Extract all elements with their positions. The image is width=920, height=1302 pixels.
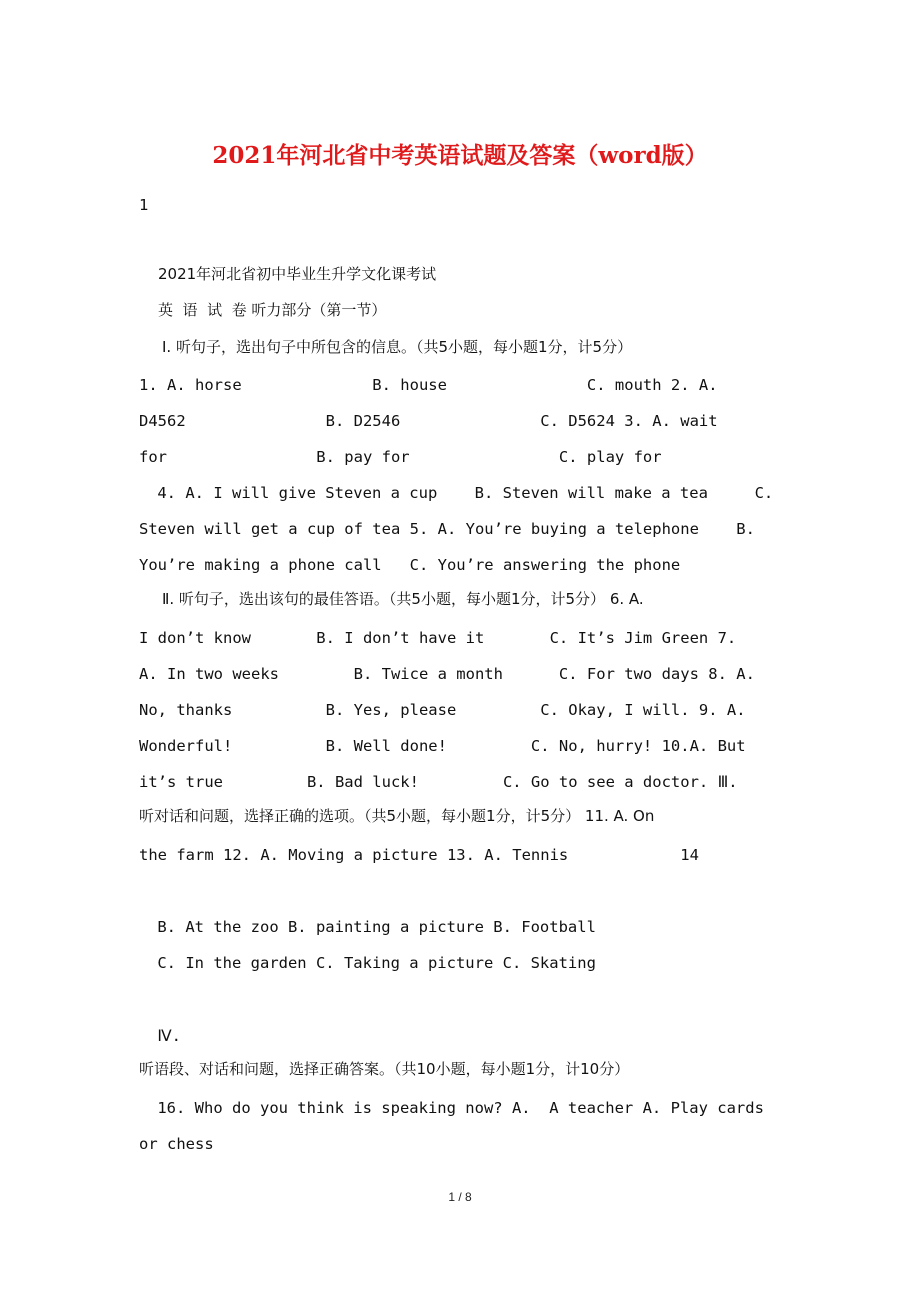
text-line: D4562 B. D2546 C. D5624 3. A. wait [139, 412, 718, 430]
page-label: 1 [139, 196, 149, 214]
section-4-marker: Ⅳ. [148, 1027, 181, 1045]
text-line: it’s true B. Bad luck! C. Go to see a doctor. Ⅲ. [139, 773, 738, 791]
text-line: C. In the garden C. Taking a picture C. Skating [148, 954, 596, 972]
text-line: for B. pay for C. play for [139, 448, 662, 466]
paper-label: 英 语 试 卷 听力部分（第一节） [158, 301, 387, 319]
section-1-heading: Ⅰ. 听句子，选出句子中所包含的信息。（共5小题，每小题1分，计5分） [162, 338, 633, 356]
text-line: You’re making a phone call C. You’re answering the phone [139, 556, 681, 574]
text-line: A. In two weeks B. Twice a month C. For two days 8. A. [139, 665, 755, 683]
text-line: or chess [139, 1135, 214, 1153]
text-line: 1. A. horse B. house C. mouth 2. A. [139, 376, 718, 394]
text-line: Steven will get a cup of tea 5. A. You’re buying a telephone B. [139, 520, 755, 538]
text-line: No, thanks B. Yes, please C. Okay, I will. 9. A. [139, 701, 746, 719]
section-4-heading: 听语段、对话和问题，选择正确答案。（共10小题，每小题1分，计10分） [139, 1060, 630, 1078]
exam-title: 2021年河北省初中毕业生升学文化课考试 [158, 265, 437, 283]
document-title: 2021年河北省中考英语试题及答案（word版） [212, 142, 708, 169]
text-line: 16. Who do you think is speaking now? A. A teacher A. Play cards [148, 1099, 764, 1117]
text-line: I don’t know B. I don’t have it C. It’s Jim Green 7. [139, 629, 737, 647]
section-3-heading: 听对话和问题，选择正确的选项。（共5小题，每小题1分，计5分） 11. A. On [139, 807, 655, 825]
text-line: Wonderful! B. Well done! C. No, hurry! 10.A. But [139, 737, 746, 755]
text-line: 4. A. I will give Steven a cup B. Steven will make a tea C. [148, 484, 774, 502]
section-2-heading: Ⅱ. 听句子，选出该句的最佳答语。（共5小题，每小题1分，计5分） 6. A. [162, 590, 644, 608]
page-number: 1 / 8 [448, 1190, 472, 1204]
text-line: the farm 12. A. Moving a picture 13. A. Tennis 14 [139, 846, 699, 864]
text-line: B. At the zoo B. painting a picture B. Football [148, 918, 596, 936]
